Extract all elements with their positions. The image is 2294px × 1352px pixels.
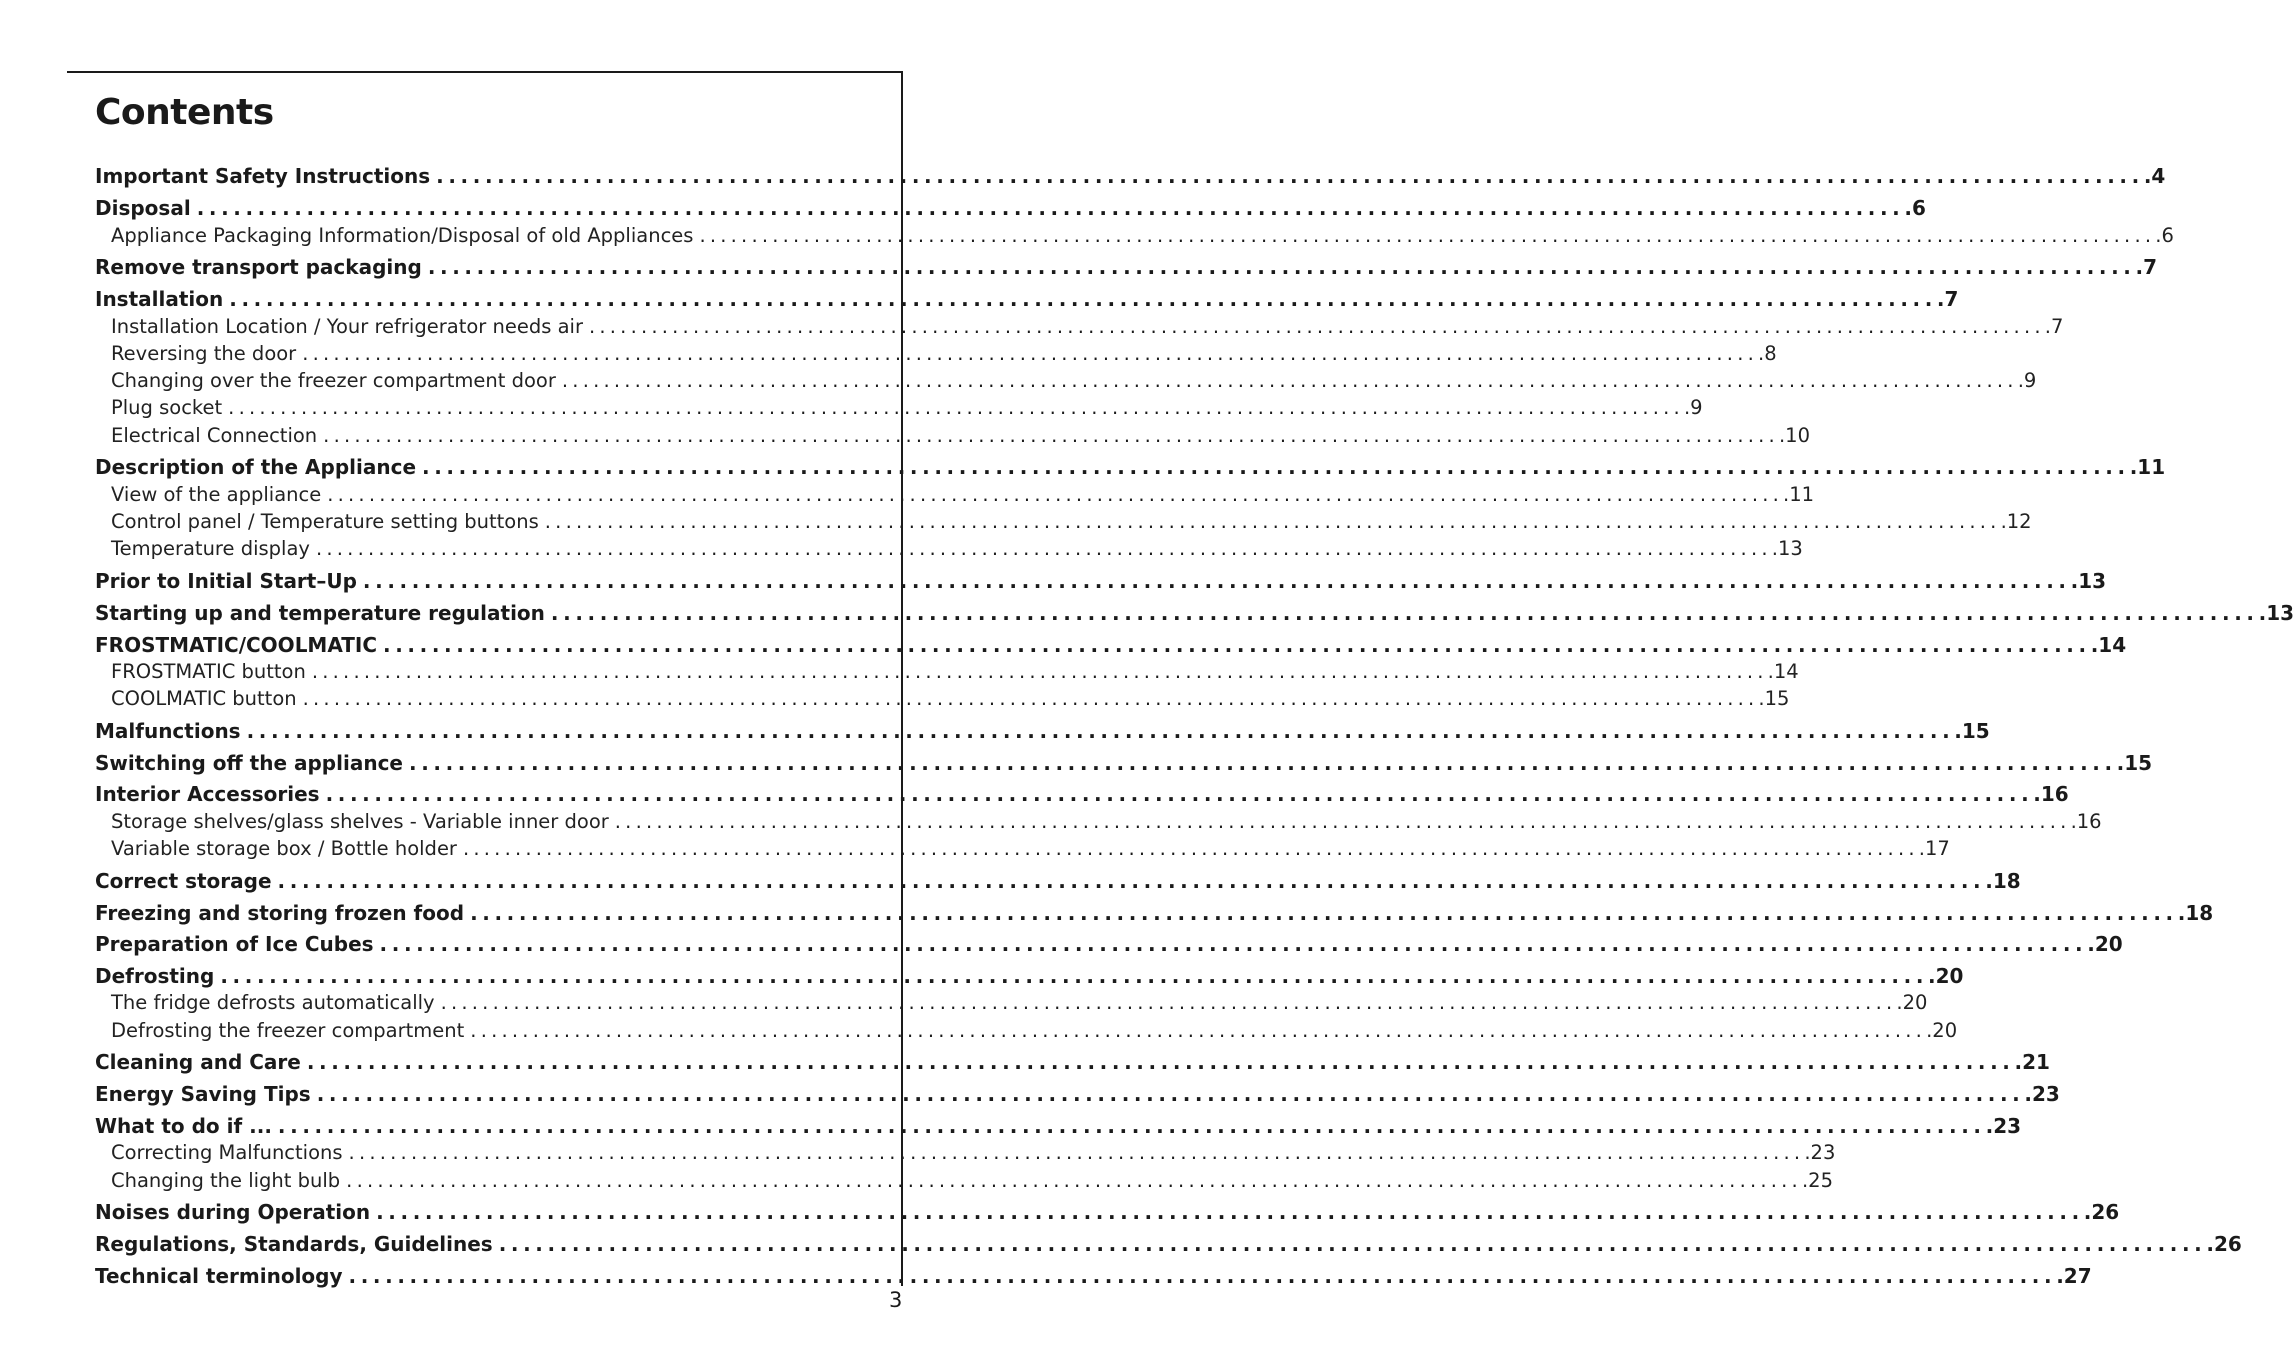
toc-entry-label: Freezing and storing frozen food [95,901,465,925]
toc-entry-page: .20 [1926,1019,1958,1042]
dot-leader: ............................................................................................................................................ [311,660,1768,683]
toc-subsection[interactable] [95,510,2032,537]
toc-entry-page: .10 [1778,424,1810,447]
toc-subsection[interactable] [95,991,1928,1018]
toc-entry-label: FROSTMATIC button [111,660,306,683]
toc-entry-page: .13 [2258,601,2294,625]
page-number: 3 [889,1288,903,1312]
toc-entry-label: Regulations, Standards, Guidelines [95,1232,493,1256]
toc-section[interactable] [95,1114,2022,1142]
toc-entry-label: Disposal [95,196,191,220]
toc-entry-label: Changing the light bulb [111,1169,341,1192]
toc-subsection[interactable] [95,660,1799,687]
toc-entry-page: .20 [2087,932,2123,956]
dot-leader: ............................................................................................................................................ [196,196,1905,220]
toc-entry-page: .13 [1771,537,1803,560]
toc-entry-label: Temperature display [111,537,310,560]
dot-leader: ............................................................................................................................................ [498,1232,2207,1256]
toc-entry-label: Important Safety Instructions [95,164,431,188]
dot-leader: ............................................................................................................................................ [316,1082,2025,1106]
toc-section[interactable] [95,1082,2060,1110]
toc-entry-page: .11 [2129,455,2166,479]
toc-subsection[interactable] [95,342,1777,369]
toc-entry-label: Reversing the door [111,342,297,365]
toc-entry-label: Preparation of Ice Cubes [95,932,374,956]
dot-leader: ............................................................................................................................................ [327,483,1784,506]
dot-leader: ............................................................................................................................................ [422,455,2130,479]
toc-section[interactable] [95,1200,2120,1228]
toc-entry-page: .6 [1904,196,1926,220]
dot-leader: ............................................................................................................................................ [315,537,1772,560]
toc-entry-label: Description of the Appliance [95,455,417,479]
toc-section[interactable] [95,901,2214,929]
toc-entry-page: .16 [2033,782,2069,806]
toc-subsection[interactable] [95,687,1790,714]
toc-subsection[interactable] [95,396,1703,423]
dot-leader: ............................................................................................................................................ [462,837,1919,860]
dot-leader: ............................................................................................................................................ [409,751,2117,775]
top-rule [67,71,902,73]
toc-section[interactable] [95,287,1959,315]
toc-entry-page: .18 [1985,869,2021,893]
toc-entry-label: FROSTMATIC/COOLMATIC [95,633,378,657]
dot-leader: ............................................................................................................................................ [470,901,2178,925]
toc-entry-label: Plug socket [111,396,223,419]
toc-section[interactable] [95,782,2069,810]
dot-leader: ............................................................................................................................................ [277,1114,1986,1138]
dot-leader: ............................................................................................................................................ [306,1050,2015,1074]
toc-entry-label: Variable storage box / Bottle holder [111,837,457,860]
dot-leader: ............................................................................................................................................ [220,964,1929,988]
toc-entry-page: .26 [2083,1200,2120,1224]
toc-entry-label: Switching off the appliance [95,751,403,775]
toc-entry-label: Interior Accessories [95,782,320,806]
toc-subsection[interactable] [95,1169,1833,1196]
toc-section[interactable] [95,255,2157,283]
dot-leader: ............................................................................................................................................ [550,601,2259,625]
toc-entry-label: Cleaning and Care [95,1050,301,1074]
toc-entry-page: .11 [1783,483,1815,506]
dot-leader: ............................................................................................................................................ [376,1200,2084,1224]
toc-section[interactable] [95,1264,2092,1292]
toc-entry-page: .7 [2044,315,2064,338]
toc-subsection[interactable] [95,537,1803,564]
toc-entry-page: .7 [2135,255,2157,279]
toc-entry-page: .14 [1767,660,1799,683]
toc-entry-page: .15 [1758,687,1790,710]
toc-section[interactable] [95,455,2166,483]
dot-leader: ............................................................................................................................................ [228,396,1684,419]
dot-leader: ............................................................................................................................................ [348,1264,2057,1288]
dot-leader: ............................................................................................................................................ [383,633,2091,657]
toc-entry-page: .4 [2143,164,2166,188]
toc-entry-page: .26 [2206,1232,2242,1256]
dot-leader: ............................................................................................................................................ [302,687,1759,710]
toc-entry-label: Prior to Initial Start–Up [95,569,357,593]
toc-subsection[interactable] [95,1019,1958,1046]
toc-section[interactable] [95,569,2107,597]
toc-entry-page: .25 [1801,1169,1833,1192]
toc-section[interactable] [95,719,1990,747]
toc-entry-label: Correcting Malfunctions [111,1141,343,1164]
toc-entry-page: .12 [2000,510,2032,533]
toc-entry-label: Installation [95,287,224,311]
toc-entry-label: Appliance Packaging Information/Disposal of old Appliances [111,224,694,247]
dot-leader: ............................................................................................................................................ [348,1141,1805,1164]
toc-entry-label: Noises during Operation [95,1200,371,1224]
toc-entry-label: Energy Saving Tips [95,1082,311,1106]
toc-entry-page: .7 [1936,287,1959,311]
toc-entry-label: View of the appliance [111,483,322,506]
toc-section[interactable] [95,601,2294,629]
dot-leader: ............................................................................................................................................ [614,810,2071,833]
toc-entry-page: .9 [1683,396,1703,419]
toc-entry-label: Remove transport packaging [95,255,422,279]
toc-entry-page: .16 [2070,810,2102,833]
toc-entry-label: Electrical Connection [111,424,318,447]
dot-leader: ............................................................................................................................................ [470,1019,1927,1042]
toc-section[interactable] [95,633,2127,661]
toc-entry-page: .13 [2070,569,2107,593]
toc-section[interactable] [95,1050,2050,1078]
toc-entry-page: .23 [1804,1141,1836,1164]
toc-section[interactable] [95,751,2153,779]
toc-entry-label: Changing over the freezer compartment door [111,369,556,392]
toc-entry-label: Technical terminology [95,1264,343,1288]
dot-leader: ............................................................................................................................................ [323,424,1779,447]
dot-leader: ............................................................................................................................................ [346,1169,1802,1192]
toc-entry-label: The fridge defrosts automatically [111,991,435,1014]
toc-entry-label: What to do if ... [95,1114,272,1138]
toc-entry-label: Storage shelves/glass shelves - Variable inner door [111,810,609,833]
dot-leader: ............................................................................................................................................ [246,719,1955,743]
toc-entry-page: .18 [2177,901,2214,925]
toc-entry-label: Malfunctions [95,719,241,743]
toc-entry-page: .15 [2116,751,2153,775]
toc-section[interactable] [95,964,1964,992]
dot-leader: ............................................................................................................................................ [277,869,1986,893]
toc-entry-page: .27 [2056,1264,2092,1288]
toc-section[interactable] [95,196,1926,224]
dot-leader: ............................................................................................................................................ [362,569,2071,593]
toc-entry-label: Control panel / Temperature setting buttons [111,510,539,533]
toc-entry-page: .17 [1918,837,1950,860]
dot-leader: ............................................................................................................................................ [699,224,2156,247]
dot-leader: ............................................................................................................................................ [325,782,2034,806]
toc-section[interactable] [95,869,2021,897]
toc-entry-page: .23 [2024,1082,2060,1106]
dot-leader: ............................................................................................................................................ [544,510,2001,533]
toc-entry-page: .23 [1985,1114,2022,1138]
dot-leader: ............................................................................................................................................ [229,287,1937,311]
toc-entry-page: .20 [1928,964,1964,988]
toc-entry-label: Installation Location / Your refrigerator needs air [111,315,583,338]
toc-subsection[interactable] [95,424,1810,451]
dot-leader: ............................................................................................................................................ [436,164,2144,188]
toc-subsection[interactable] [95,1141,1836,1168]
dot-leader: ............................................................................................................................................ [561,369,2018,392]
toc-subsection[interactable] [95,224,2174,251]
dot-leader: ............................................................................................................................................ [588,315,2045,338]
toc-entry-page: .6 [2155,224,2174,247]
toc-section[interactable] [95,1232,2242,1260]
toc-entry-label: Defrosting the freezer compartment [111,1019,465,1042]
toc-subsection[interactable] [95,837,1950,864]
toc-entry-page: .14 [2090,633,2127,657]
toc-entry-label: COOLMATIC button [111,687,297,710]
toc-entry-page: .8 [1758,342,1777,365]
dot-leader: ............................................................................................................................................ [427,255,2136,279]
toc-section[interactable] [95,164,2166,192]
page-title: Contents [95,92,274,133]
toc-entry-page: .21 [2014,1050,2050,1074]
toc-entry-page: .15 [1954,719,1990,743]
toc-section[interactable] [95,932,2123,960]
dot-leader: ............................................................................................................................................ [379,932,2088,956]
dot-leader: ............................................................................................................................................ [440,991,1897,1014]
toc-subsection[interactable] [95,810,2102,837]
toc-entry-label: Starting up and temperature regulation [95,601,545,625]
toc-entry-page: .20 [1896,991,1928,1014]
toc-entry-label: Correct storage [95,869,272,893]
dot-leader: ............................................................................................................................................ [302,342,1758,365]
toc-subsection[interactable] [95,369,2037,396]
toc-entry-label: Defrosting [95,964,215,988]
toc-subsection[interactable] [95,483,1815,510]
toc-subsection[interactable] [95,315,2064,342]
toc-entry-page: .9 [2017,369,2037,392]
